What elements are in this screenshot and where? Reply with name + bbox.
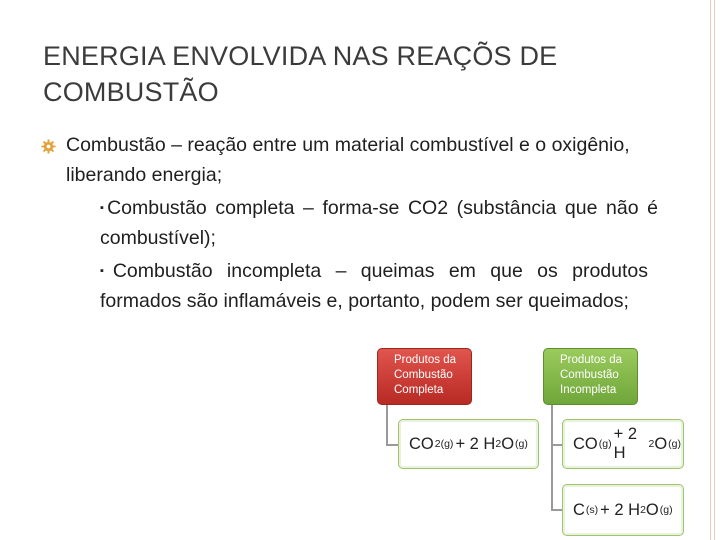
slide-border-line <box>714 0 715 540</box>
title-line-1: ENERGIA ENVOLVIDA NAS REAÇÕS DE <box>43 41 558 71</box>
box-label-line: Incompleta <box>560 384 617 396</box>
complete-combustion-header-box <box>377 348 472 405</box>
slide-border-line <box>710 0 711 540</box>
formula-complete-combustion: CO 2(g) + 2 H 2 O (g) <box>398 419 539 469</box>
subitem-text: Combustão incompleta – queimas em que os produtos formados são inflamáveis e, portanto, podem ser queimados; <box>100 260 648 312</box>
bullet-paragraph-combustion: Combustão – reação entre um material combustível e o oxigênio, liberando energia; <box>66 134 630 186</box>
connector-line <box>551 509 562 511</box>
box-label-line: Produtos da <box>560 354 623 366</box>
subitem-text: Combustão completa – forma-se CO2 (substância que não é combustível); <box>100 197 658 249</box>
connector-line <box>551 405 553 510</box>
box-label-line: Combustão <box>560 369 619 381</box>
incomplete-combustion-header-box <box>543 348 638 405</box>
subitem-marker: ▪ <box>100 265 113 277</box>
box-label-line: Combustão <box>394 369 453 381</box>
connector-line <box>551 444 562 446</box>
subitem-incomplete-combustion <box>100 256 648 316</box>
formula-incomplete-combustion-co: CO (g) + 2 H 2 O (g) <box>562 419 684 469</box>
slide-title <box>43 38 663 110</box>
subitem-complete-combustion <box>100 193 658 253</box>
connector-line <box>386 444 398 446</box>
box-label-line: Produtos da <box>394 354 457 366</box>
subitem-marker: ▪ <box>100 202 108 214</box>
connector-line <box>386 405 388 445</box>
box-label-line: Completa <box>394 384 444 396</box>
title-line-2: COMBUSTÃO <box>43 77 219 107</box>
gear-icon <box>41 139 56 154</box>
formula-incomplete-combustion-c: C (s) + 2 H 2 O (g) <box>562 484 684 536</box>
